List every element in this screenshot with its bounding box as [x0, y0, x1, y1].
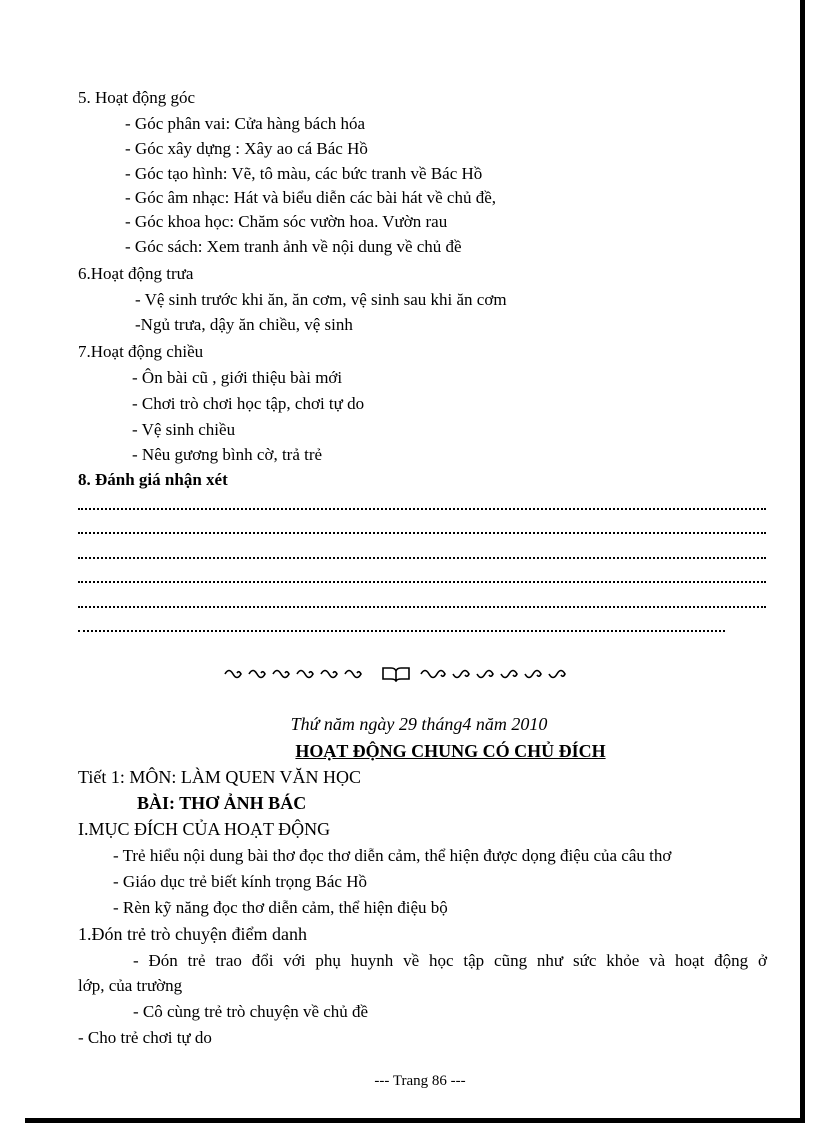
welcome-line: lớp, của trường	[78, 976, 183, 995]
dotted-line	[78, 606, 766, 610]
dotted-line	[78, 532, 766, 536]
section6-title: 6.Hoạt động trưa	[78, 264, 194, 283]
dotted-line	[78, 581, 766, 585]
date-line: Thứ năm ngày 29 tháng4 năm 2010	[290, 714, 548, 734]
section5-item: - Góc xây dựng : Xây ao cá Bác Hồ	[125, 139, 368, 158]
ornament-divider	[0, 662, 816, 682]
section7-item: - Ôn bài cũ , giới thiệu bài mới	[132, 368, 343, 387]
dotted-line	[78, 630, 725, 634]
purpose-item: - Trẻ hiểu nội dung bài thơ đọc thơ diễn cảm, thể hiện được dọng điệu của câu thơ	[113, 846, 672, 865]
purpose-item: - Rèn kỹ năng đọc thơ diễn cảm, thể hiện điệu bộ	[113, 898, 448, 917]
dotted-line	[78, 557, 766, 561]
welcome-line: - Cô cùng trẻ trò chuyện về chủ đề	[133, 1002, 369, 1021]
welcome-line: - Đón trẻ trao đổi với phụ huynh về học tập cũng như sức khỏe và hoạt động ở	[133, 951, 767, 970]
section5-title: 5. Hoạt động góc	[78, 88, 196, 107]
main-heading: HOẠT ĐỘNG CHUNG CÓ CHỦ ĐÍCH	[295, 741, 606, 761]
section7-title: 7.Hoạt động chiều	[78, 342, 204, 361]
page-border-right	[800, 0, 805, 1123]
section7-item: - Vệ sinh chiều	[132, 420, 236, 439]
ornament-icon	[223, 664, 593, 682]
section5-item: - Góc âm nhạc: Hát và biểu diễn các bài hát về chủ đề,	[125, 188, 497, 207]
section8-title: 8. Đánh giá nhận xét	[78, 470, 228, 489]
dotted-line	[78, 508, 766, 512]
purpose-item: - Giáo dục trẻ biết kính trọng Bác Hồ	[113, 872, 367, 891]
page-footer: --- Trang 86 ---	[374, 1073, 466, 1089]
section5-item: - Góc sách: Xem tranh ảnh về nội dung về chủ đề	[125, 237, 462, 256]
section5-item: - Góc tạo hình: Vẽ, tô màu, các bức tranh về Bác Hồ	[125, 164, 483, 183]
section7-item: - Nêu gương bình cờ, trả trẻ	[132, 445, 323, 464]
purpose-title: I.MỤC ĐÍCH CỦA HOẠT ĐỘNG	[78, 819, 331, 839]
page-border-bottom	[25, 1118, 805, 1123]
section7-item: - Chơi trò chơi học tập, chơi tự do	[132, 394, 365, 413]
welcome-title: 1.Đón trẻ trò chuyện điểm danh	[78, 924, 307, 944]
welcome-line: - Cho trẻ chơi tự do	[78, 1028, 212, 1047]
lesson-subject: Tiết 1: MÔN: LÀM QUEN VĂN HỌC	[78, 767, 362, 787]
lesson-title: BÀI: THƠ ẢNH BÁC	[137, 793, 307, 813]
section6-item: -Ngủ trưa, dậy ăn chiều, vệ sinh	[135, 315, 353, 334]
section5-item: - Góc phân vai: Cửa hàng bách hóa	[125, 114, 366, 133]
section5-item: - Góc khoa học: Chăm sóc vườn hoa. Vườn rau	[125, 212, 448, 231]
section6-item: - Vệ sinh trước khi ăn, ăn cơm, vệ sinh sau khi ăn cơm	[135, 290, 507, 309]
